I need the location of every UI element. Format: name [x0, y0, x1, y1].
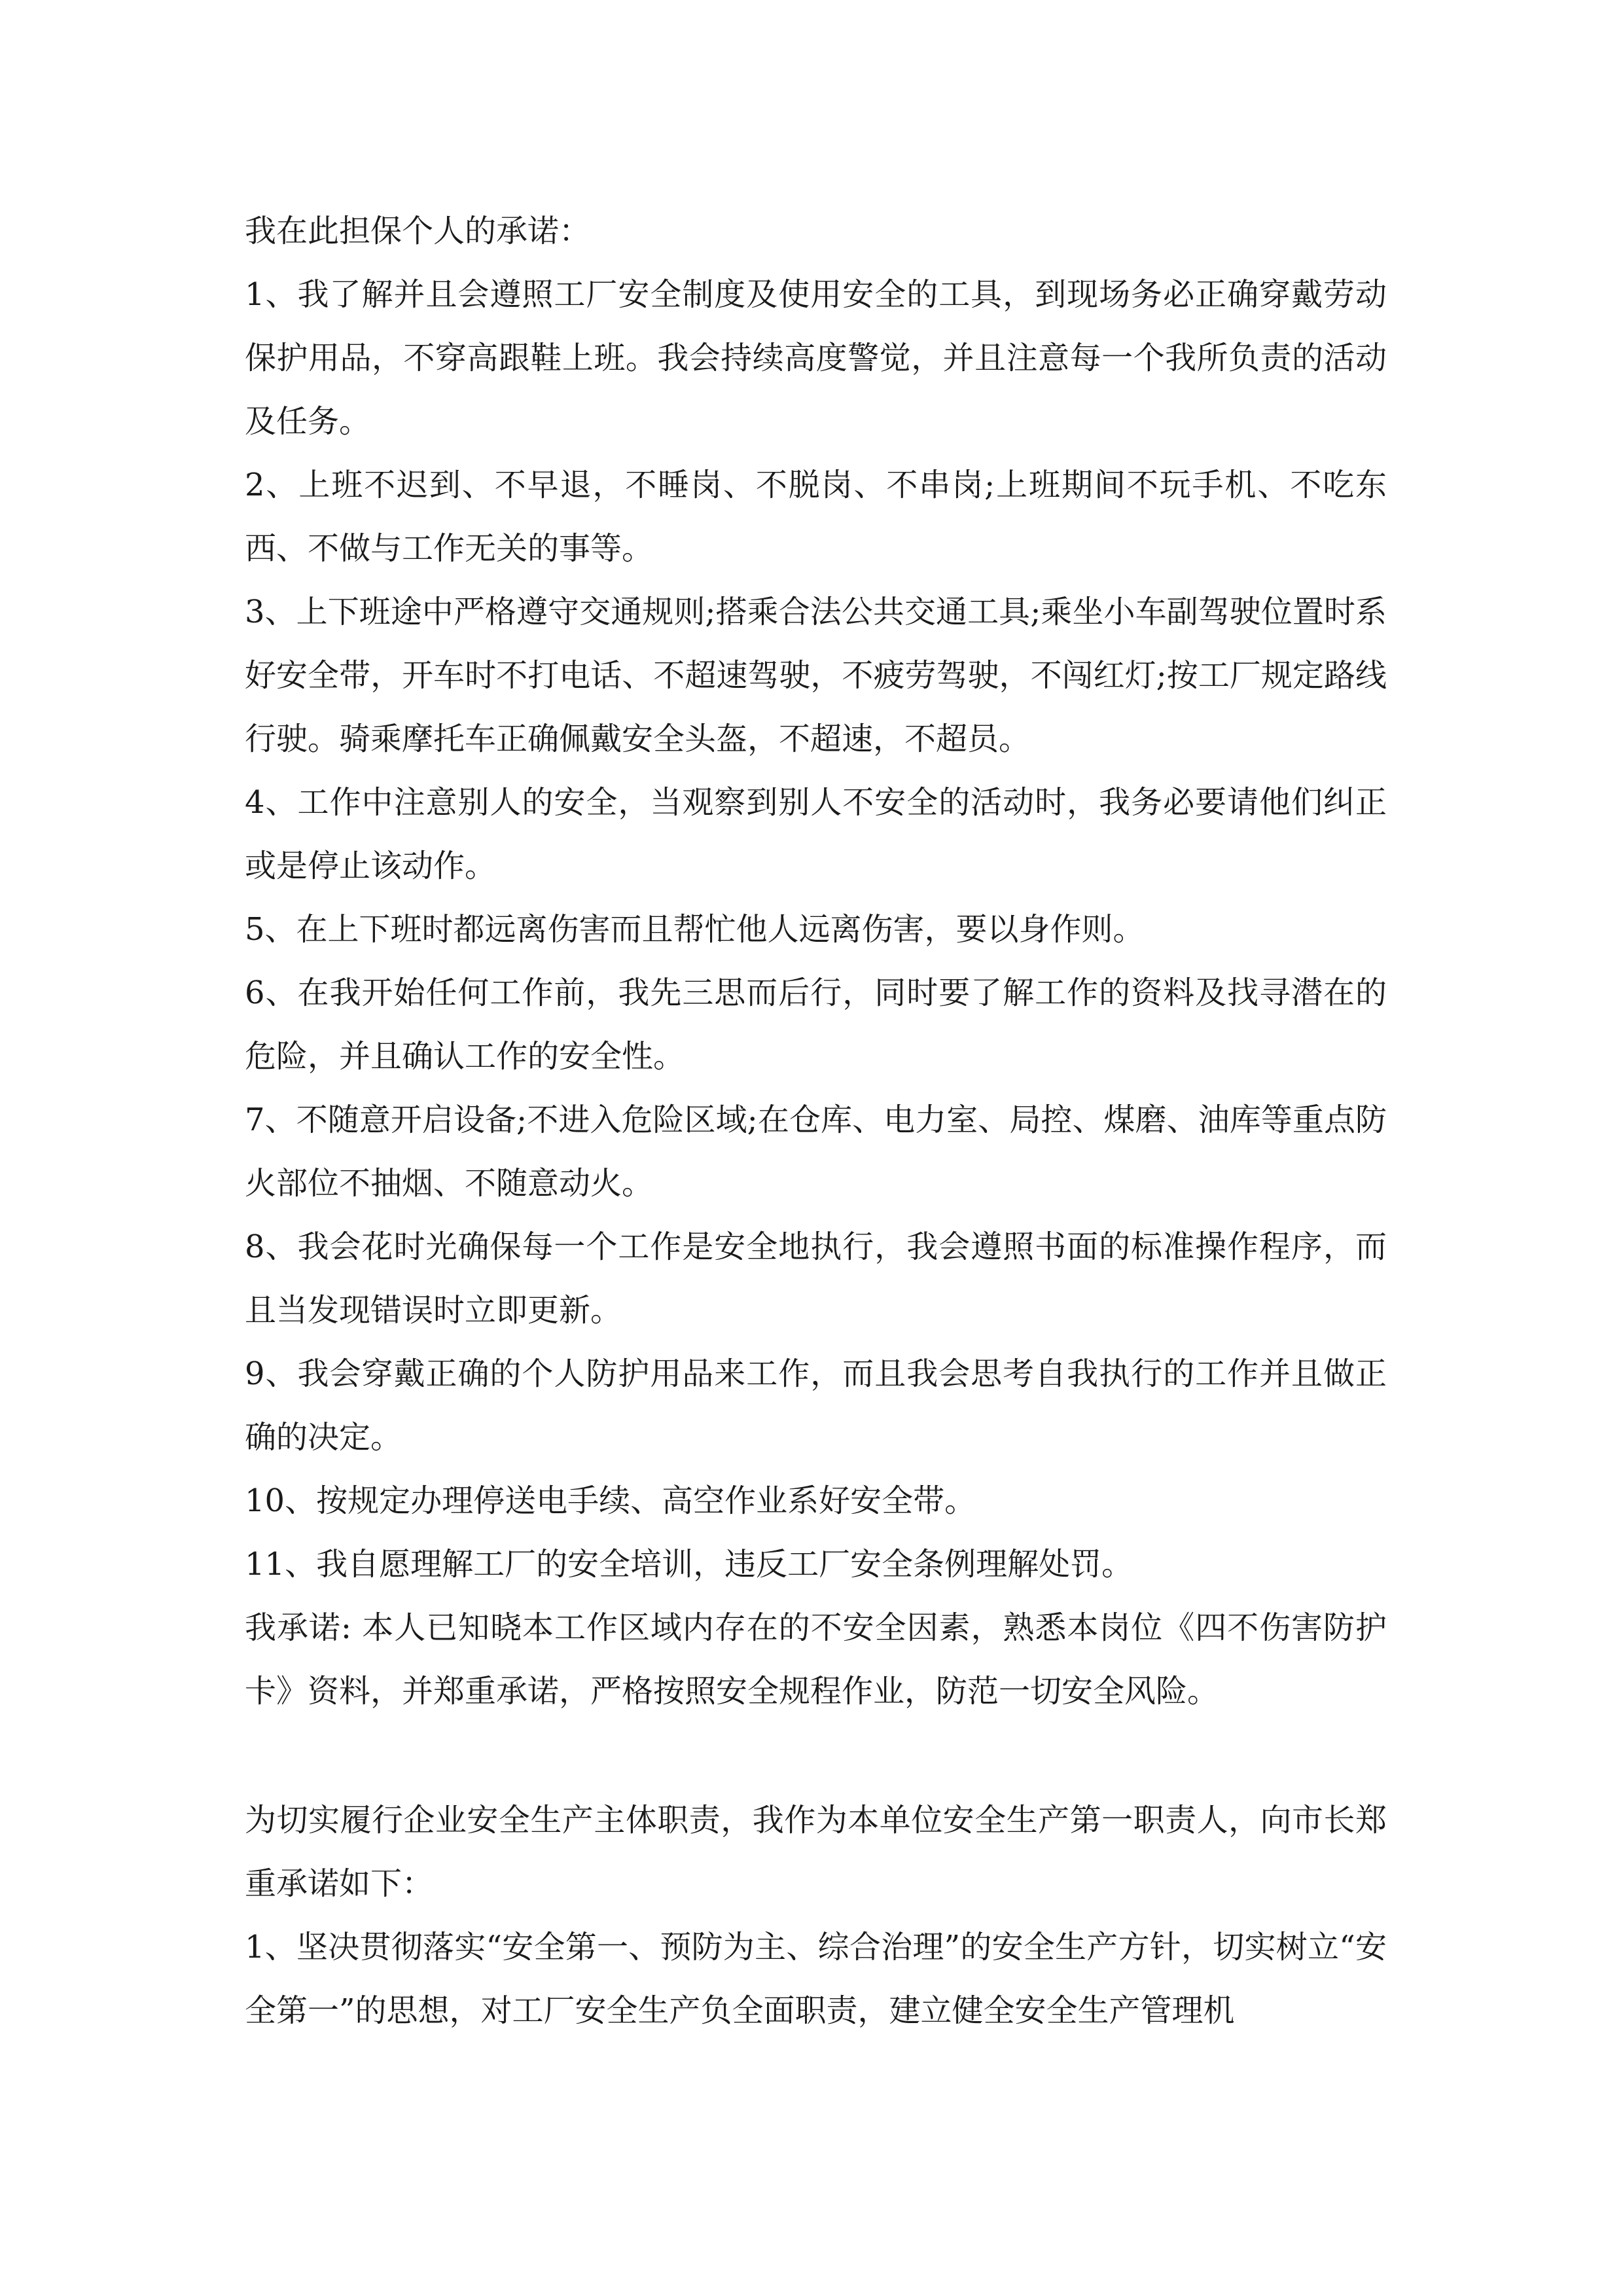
- section1-item-9: 9、我会穿戴正确的个人防护用品来工作，而且我会思考自我执行的工作并且做正确的决定。: [245, 1355, 1387, 1456]
- document-page: [245, 200, 1387, 2043]
- section2-intro: 为切实履行企业安全生产主体职责，我作为本单位安全生产第一职责人，向市长郑重承诺如下：: [245, 1802, 1387, 1902]
- section2-item-1: 1、坚决贯彻落实“安全第一、预防为主、综合治理”的安全生产方针，切实树立“安全第一”的思想，对工厂安全生产负全面职责，建立健全安全生产管理机: [245, 1929, 1387, 2029]
- section1-item-10: 10、按规定办理停送电手续、高空作业系好安全带。: [245, 1482, 976, 1519]
- section1-item-3: 3、上下班途中严格遵守交通规则;搭乘合法公共交通工具;乘坐小车副驾驶位置时系好安全带，开车时不打电话、不超速驾驶，不疲劳驾驶，不闯红灯;按工厂规定路线行驶。骑乘摩托车正确佩戴安全头盔，不超速，不超员。: [245, 594, 1387, 757]
- section1-item-8: 8、我会花时光确保每一个工作是安全地执行，我会遵照书面的标准操作程序，而且当发现错误时立即更新。: [245, 1229, 1387, 1329]
- commitment-statement: 我承诺: 本人已知晓本工作区域内存在的不安全因素，熟悉本岗位《四不伤害防护卡》资料，并郑重承诺，严格按照安全规程作业，防范一切安全风险。: [245, 1609, 1387, 1710]
- section1-item-4: 4、工作中注意别人的安全，当观察到别人不安全的活动时，我务必要请他们纠正或是停止该动作。: [245, 784, 1387, 884]
- section1-item-11: 11、我自愿理解工厂的安全培训，违反工厂安全条例理解处罚。: [245, 1546, 1133, 1583]
- section1-item-1: 1、我了解并且会遵照工厂安全制度及使用安全的工具，到现场务必正确穿戴劳动保护用品，不穿高跟鞋上班。我会持续高度警觉，并且注意每一个我所负责的活动及任务。: [245, 276, 1387, 440]
- section1-item-5: 5、在上下班时都远离伤害而且帮忙他人远离伤害，要以身作则。: [245, 911, 1145, 948]
- section1-item-7: 7、不随意开启设备;不进入危险区域;在仓库、电力室、局控、煤磨、油库等重点防火部位不抽烟、不随意动火。: [245, 1102, 1387, 1202]
- section1-intro: 我在此担保个人的承诺：: [245, 213, 591, 249]
- section-spacer: [245, 1723, 1387, 1789]
- section1-item-2: 2、上班不迟到、不早退，不睡岗、不脱岗、不串岗;上班期间不玩手机、不吃东西、不做与工作无关的事等。: [245, 467, 1387, 567]
- section1-item-6: 6、在我开始任何工作前，我先三思而后行，同时要了解工作的资料及找寻潜在的危险，并且确认工作的安全性。: [245, 975, 1387, 1075]
